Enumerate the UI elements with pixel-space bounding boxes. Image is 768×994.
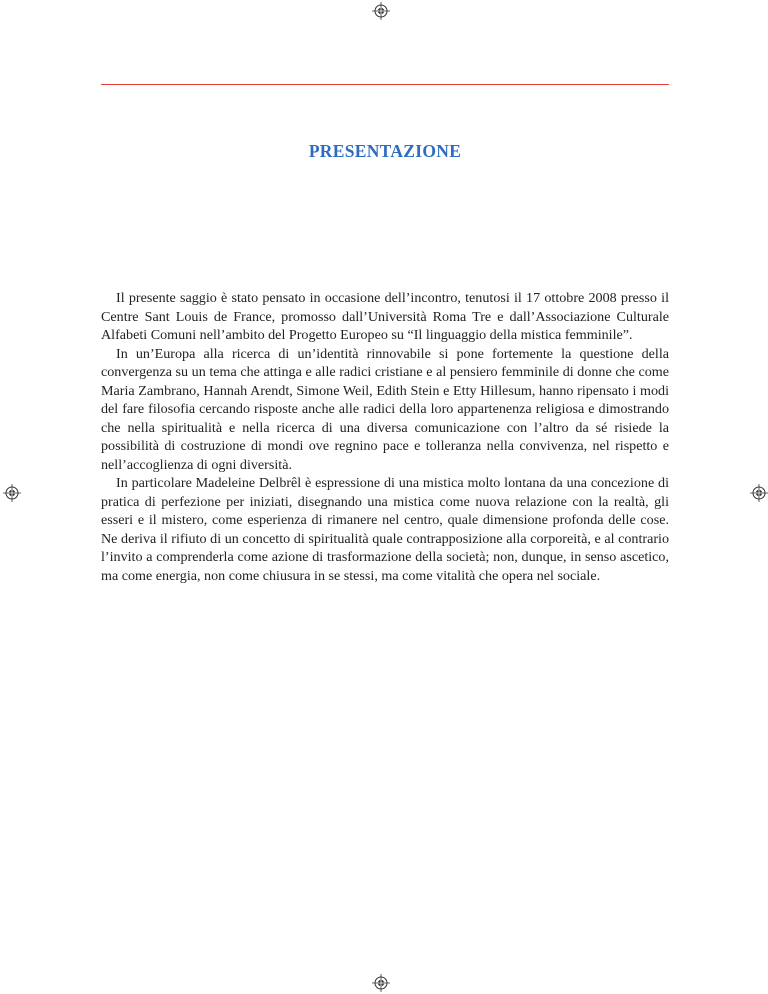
registration-mark-left-icon: [3, 484, 21, 502]
registration-mark-bottom-icon: [372, 974, 390, 992]
header-rule: [101, 84, 669, 85]
body-text: [101, 289, 669, 585]
paragraph-2: In un’Europa alla ricerca di un’identità rinnovabile si pone fortemente la questione della convergenza su un tema che attinga e alle radici cristiane e al pensiero femminile di donne che come Maria Zambrano, Hannah Arendt, Simone Weil, Edith Stein e Etty Hillesum, hanno ripensato i modi del fare filosofia cercando risposte anche alle radici della loro appartenenza religiosa e dimostrando che nella spiritualità e nella ricerca di una diversa comunicazione con l’altro da sé risiede la possibilità di costruzione di mondi ove regnino pace e tolleranza nella convivenza, nel rispetto e nell’accoglienza di ogni diversità.: [101, 345, 669, 473]
registration-mark-top-icon: [372, 2, 390, 20]
page-title: PRESENTAZIONE: [308, 141, 462, 161]
paragraph-3: In particolare Madeleine Delbrêl è espressione di una mistica molto lontana da una concezione di pratica di perfezione per iniziati, disegnando una mistica come nuova relazione con la realtà, gli esseri e il mistero, come esperienza di rimanere nel centro, quale dimensione profonda delle cose. Ne deriva il rifiuto di un concetto di spiritualità quale contrapposizione alla corporeità, e al contrario l’invito a comprenderla come azione di trasformazione della società; non, dunque, in senso ascetico, ma come energia, non come chiusura in se stessi, ma come vitalità che opera nel sociale.: [101, 475, 669, 584]
registration-mark-right-icon: [750, 484, 768, 502]
paragraph-1: Il presente saggio è stato pensato in occasione dell’incontro, tenutosi il 17 ottobre 2008 presso il Centre Sant Louis de France, promosso dall’Università Roma Tre e dall’Associazione Culturale Alfabeti Comuni nell’ambito del Progetto Europeo su “Il linguaggio della mistica femminile”.: [101, 290, 669, 343]
